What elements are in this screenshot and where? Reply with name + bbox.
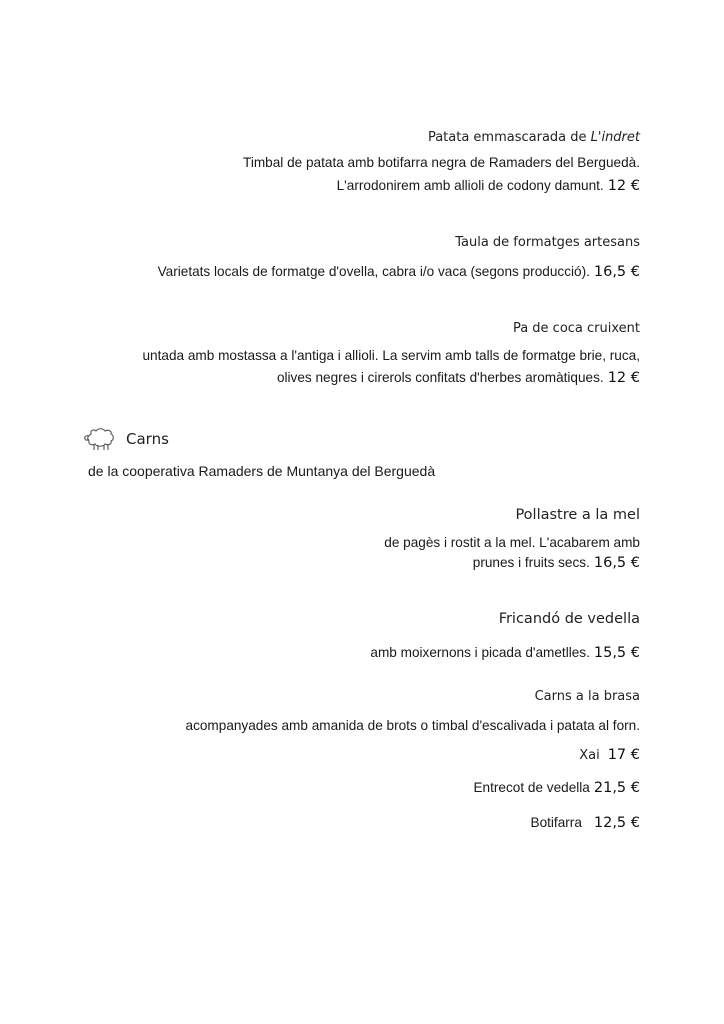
item-desc-pa-de-coca-1: untada amb mostassa a l'antiga i allioli. La servim amb talls de formatge brie, ruca, bbox=[142, 348, 640, 363]
brasa-option-xai bbox=[579, 746, 640, 764]
sheep-icon bbox=[82, 426, 118, 452]
item-title-text: Patata emmascarada de bbox=[427, 130, 591, 145]
item-price-formatges: 16,5 € bbox=[593, 264, 640, 280]
item-title-pollastre: Pollastre a la mel bbox=[515, 507, 640, 523]
brasa-option-price: 12,5 € bbox=[593, 815, 640, 831]
item-title-pa-de-coca: Pa de coca cruixent bbox=[512, 321, 640, 336]
item-desc-fricando-row bbox=[370, 644, 640, 662]
item-title-italic: L'indret bbox=[590, 130, 640, 145]
brasa-option-label: Entrecot de vedella bbox=[473, 780, 590, 795]
brasa-option-entrecot bbox=[473, 779, 640, 797]
item-price-pa-de-coca: 12 € bbox=[607, 370, 640, 386]
item-price-fricando: 15,5 € bbox=[593, 645, 640, 661]
brasa-option-label: Xai bbox=[579, 748, 600, 763]
item-desc-formatges: Varietats locals de formatge d'ovella, cabra i/o vaca (segons producció). bbox=[157, 264, 590, 279]
section-title: Carns bbox=[126, 430, 169, 448]
item-desc-patata-1: Timbal de patata amb botifarra negra de Ramaders del Berguedà. bbox=[243, 155, 640, 170]
item-title-brasa: Carns a la brasa bbox=[534, 689, 640, 704]
item-price-pollastre: 16,5 € bbox=[593, 555, 640, 571]
brasa-option-label: Botifarra bbox=[530, 815, 582, 830]
item-title-formatges: Taula de formatges artesans bbox=[455, 235, 640, 250]
item-desc-pollastre-2: prunes i fruits secs. bbox=[472, 555, 590, 570]
item-desc-pollastre-1: de pagès i rostit a la mel. L'acabarem amb bbox=[384, 535, 640, 550]
item-desc-formatges-row bbox=[158, 263, 640, 281]
item-title-patata bbox=[428, 130, 640, 145]
item-desc-patata-2: L'arrodonirem amb allioli de codony damunt. bbox=[336, 178, 604, 193]
item-desc-patata-2-row bbox=[337, 177, 640, 195]
brasa-option-price: 17 € bbox=[607, 747, 640, 763]
item-desc-brasa: acompanyades amb amanida de brots o timbal d'escalivada i patata al forn. bbox=[185, 718, 640, 733]
item-desc-pollastre-2-row bbox=[473, 554, 640, 572]
item-desc-fricando: amb moixernons i picada d'ametlles. bbox=[370, 645, 590, 660]
item-price-patata: 12 € bbox=[607, 178, 640, 194]
item-title-fricando: Fricandó de vedella bbox=[498, 611, 640, 627]
section-subtitle: de la cooperativa Ramaders de Muntanya del Berguedà bbox=[88, 463, 436, 479]
item-desc-pa-de-coca-2: olives negres i cirerols confitats d'herbes aromàtiques. bbox=[276, 370, 604, 385]
brasa-option-price: 21,5 € bbox=[593, 780, 640, 796]
brasa-option-botifarra bbox=[531, 814, 641, 832]
item-desc-pa-de-coca-2-row bbox=[277, 369, 640, 387]
